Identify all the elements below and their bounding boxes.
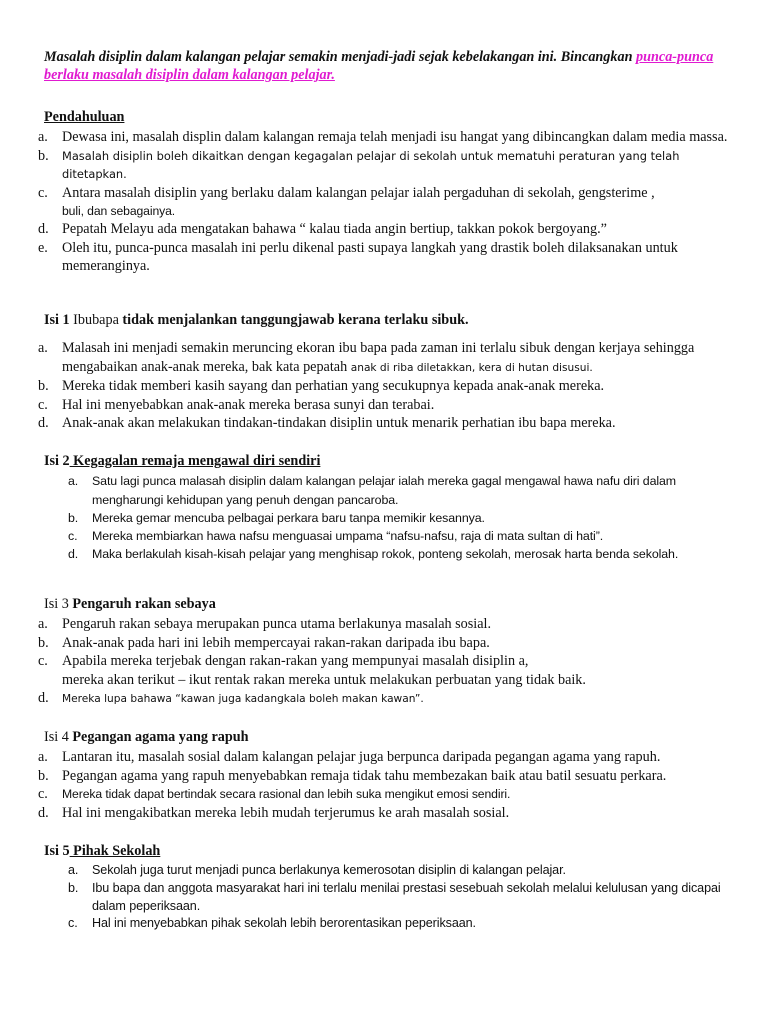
list-item: a. Sekolah juga turut menjadi punca berlakunya kemerosotan disiplin di kalangan pelajar. [68,863,566,878]
section-heading: Isi 4 Pegangan agama yang rapuh [44,729,249,745]
list-item: a. Lantaran itu, masalah sosial dalam kalangan pelajar juga berpunca daripada pegangan agama yang rapuh. [38,749,661,766]
list-item: c. Hal ini menyebabkan anak-anak mereka berasa sunyi dan terabai. [38,396,435,413]
list-item: a. Malasah ini menjadi semakin meruncing ekoran ibu bapa pada zaman ini terlalu sibuk dengan kerjaya sehingga mengabaikan anak-anak mereka, bak kata pepatah anak di riba diletakkan, kera di hutan disusui. [38,340,695,375]
section-isi-5 [38,842,738,933]
section-heading: Isi 3 Pengaruh rakan sebaya [44,596,216,612]
list-item: d. Anak-anak akan melakukan tindakan-tindakan disiplin untuk menarik perhatian ibu bapa mereka. [38,415,616,432]
isi4-list [38,748,738,822]
list-item: b. Ibu bapa dan anggota masyarakat hari ini terlalu menilai prestasi sesebuah sekolah melalui kelulusan yang dicapai dalam peperiksaan. [68,881,721,913]
intro-list [38,128,738,275]
list-item: b. Masalah disiplin boleh dikaitkan dengan kegagalan pelajar di sekolah untuk mematuhi peraturan yang telah ditetapkan. [38,147,680,182]
section-heading: Isi 2 Kegagalan remaja mengawal diri sendiri [44,453,321,469]
isi5-list [68,862,738,932]
list-item: c. Mereka tidak dapat bertindak secara rasional dan lebih suka mengikut emosi sendiri. [38,786,511,803]
isi3-list [38,615,738,708]
section-heading: Isi 1 Ibubapa tidak menjalankan tanggungjawab kerana terlaku sibuk. [44,312,469,328]
section-heading: Pendahuluan [44,109,125,125]
section-pendahuluan [38,108,738,276]
section-heading: Isi 5 Pihak Sekolah [44,843,161,859]
list-item: b. Mereka tidak memberi kasih sayang dan perhatian yang secukupnya kepada anak-anak mereka. [38,378,605,395]
isi2-list [68,472,738,563]
list-item: b. Mereka gemar mencuba pelbagai perkara baru tanpa memikir kesannya. [68,510,485,525]
list-item: c. Antara masalah disiplin yang berlaku dalam kalangan pelajar ialah pergaduhan di sekolah, gengsterime , buli, dan sebagainya. [38,184,655,219]
list-item: a. Dewasa ini, masalah displin dalam kalangan remaja telah menjadi isu hangat yang dibincangkan dalam media massa. [38,129,728,146]
section-isi-3 [38,595,738,708]
section-isi-2 [38,452,738,563]
question-highlight: punca-punca berlaku masalah disiplin dalam kalangan pelajar. [44,49,714,84]
list-item: d. Pepatah Melayu ada mengatakan bahawa “ kalau tiada angin bertiup, takkan pokok bergoyang.” [38,221,607,238]
list-item: d. Maka berlakulah kisah-kisah pelajar yang menghisap rokok, ponteng sekolah, merosak harta benda sekolah. [68,547,679,562]
list-item: a. Pengaruh rakan sebaya merupakan punca utama berlakunya masalah sosial. [38,616,492,633]
list-item: c. Apabila mereka terjebak dengan rakan-rakan yang mempunyai masalah disiplin a, mereka akan terikut – ikut rentak rakan mereka untuk melakukan perbuatan yang tidak baik. [38,653,586,688]
isi1-list [38,339,738,432]
question-text: Masalah disiplin dalam kalangan pelajar semakin menjadi-jadi sejak kebelakangan ini. Bincangkan [44,49,637,65]
list-item: b. Anak-anak pada hari ini lebih mempercayai rakan-rakan daripada ibu bapa. [38,634,490,651]
list-item: b. Pegangan agama yang rapuh menyebabkan remaja tidak tahu membezakan baik atau batil sesuatu perkara. [38,767,667,784]
essay-question [44,48,734,85]
section-isi-4 [38,728,738,822]
list-item: e. Oleh itu, punca-punca masalah ini perlu dikenal pasti supaya langkah yang drastik boleh dilaksanakan untuk memeranginya. [38,239,678,275]
section-isi-1 [38,311,738,432]
list-item: a. Satu lagi punca malasah disiplin dalam kalangan pelajar ialah mereka gagal mengawal hawa nafu diri dalam mengharungi kehidupan yang penuh dengan pancaroba. [68,474,677,507]
list-item: c. Hal ini menyebabkan pihak sekolah lebih berorentasikan peperiksaan. [68,916,476,931]
list-item: c. Mereka membiarkan hawa nafsu menguasai umpama “nafsu-nafsu, raja di mata sultan di hati”. [68,529,604,544]
list-item: d. Hal ini mengakibatkan mereka lebih mudah terjerumus ke arah masalah sosial. [38,804,510,821]
list-item: d. Mereka lupa bahawa “kawan juga kadangkala boleh makan kawan”. [38,690,424,707]
